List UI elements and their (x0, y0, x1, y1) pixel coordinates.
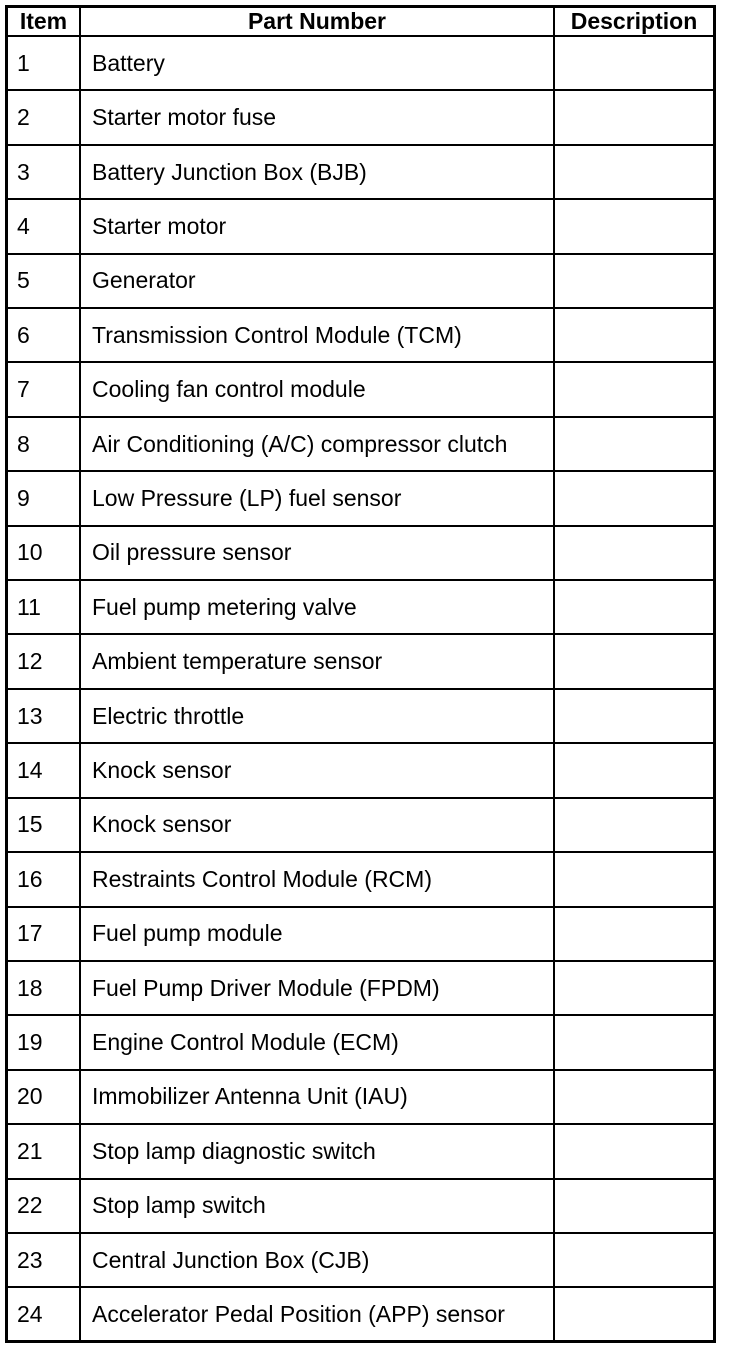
table-row (8, 199, 713, 253)
part-number-cell: Central Junction Box (CJB) (80, 1233, 554, 1287)
part-number-cell: Low Pressure (LP) fuel sensor (80, 471, 554, 525)
description-cell (554, 1124, 713, 1178)
table-row (8, 634, 713, 688)
item-number-cell: 17 (8, 907, 80, 961)
description-cell (554, 743, 713, 797)
part-number-cell: Generator (80, 254, 554, 308)
table-row (8, 1179, 713, 1233)
part-number-cell: Accelerator Pedal Position (APP) sensor (80, 1287, 554, 1340)
part-number-cell: Electric throttle (80, 689, 554, 743)
item-number-cell: 15 (8, 798, 80, 852)
description-cell (554, 1179, 713, 1233)
description-cell (554, 417, 713, 471)
part-number-cell: Fuel Pump Driver Module (FPDM) (80, 961, 554, 1015)
table-row (8, 308, 713, 362)
item-number-cell: 5 (8, 254, 80, 308)
table-row (8, 254, 713, 308)
part-number-cell: Restraints Control Module (RCM) (80, 852, 554, 906)
description-cell (554, 961, 713, 1015)
item-number-cell: 2 (8, 90, 80, 144)
item-number-cell: 12 (8, 634, 80, 688)
table-row (8, 743, 713, 797)
part-number-cell: Transmission Control Module (TCM) (80, 308, 554, 362)
table-row (8, 145, 713, 199)
column-header-description: Description (554, 8, 713, 36)
table-body (8, 36, 713, 1340)
description-cell (554, 852, 713, 906)
parts-table (8, 8, 713, 1340)
item-number-cell: 20 (8, 1070, 80, 1124)
table-row (8, 1287, 713, 1340)
table-row (8, 1015, 713, 1069)
description-cell (554, 308, 713, 362)
description-cell (554, 1233, 713, 1287)
table-row (8, 526, 713, 580)
column-header-part-number: Part Number (80, 8, 554, 36)
description-cell (554, 907, 713, 961)
table-row (8, 417, 713, 471)
description-cell (554, 90, 713, 144)
part-number-cell: Stop lamp diagnostic switch (80, 1124, 554, 1178)
description-cell (554, 798, 713, 852)
item-number-cell: 6 (8, 308, 80, 362)
part-number-cell: Cooling fan control module (80, 362, 554, 416)
part-number-cell: Knock sensor (80, 798, 554, 852)
description-cell (554, 362, 713, 416)
part-number-cell: Starter motor fuse (80, 90, 554, 144)
description-cell (554, 1287, 713, 1340)
part-number-cell: Knock sensor (80, 743, 554, 797)
table-row (8, 362, 713, 416)
description-cell (554, 145, 713, 199)
item-number-cell: 11 (8, 580, 80, 634)
item-number-cell: 7 (8, 362, 80, 416)
item-number-cell: 23 (8, 1233, 80, 1287)
item-number-cell: 13 (8, 689, 80, 743)
description-cell (554, 634, 713, 688)
item-number-cell: 16 (8, 852, 80, 906)
part-number-cell: Air Conditioning (A/C) compressor clutch (80, 417, 554, 471)
column-header-item: Item (8, 8, 80, 36)
part-number-cell: Battery Junction Box (BJB) (80, 145, 554, 199)
item-number-cell: 9 (8, 471, 80, 525)
table-row (8, 471, 713, 525)
item-number-cell: 1 (8, 36, 80, 90)
item-number-cell: 3 (8, 145, 80, 199)
part-number-cell: Stop lamp switch (80, 1179, 554, 1233)
description-cell (554, 1070, 713, 1124)
part-number-cell: Fuel pump module (80, 907, 554, 961)
part-number-cell: Engine Control Module (ECM) (80, 1015, 554, 1069)
item-number-cell: 10 (8, 526, 80, 580)
table-row (8, 1233, 713, 1287)
description-cell (554, 526, 713, 580)
table-row (8, 580, 713, 634)
part-number-cell: Ambient temperature sensor (80, 634, 554, 688)
description-cell (554, 471, 713, 525)
table-row (8, 689, 713, 743)
part-number-cell: Oil pressure sensor (80, 526, 554, 580)
item-number-cell: 19 (8, 1015, 80, 1069)
item-number-cell: 18 (8, 961, 80, 1015)
part-number-cell: Fuel pump metering valve (80, 580, 554, 634)
part-number-cell: Starter motor (80, 199, 554, 253)
description-cell (554, 36, 713, 90)
table-row (8, 1070, 713, 1124)
description-cell (554, 580, 713, 634)
item-number-cell: 14 (8, 743, 80, 797)
parts-table-frame (5, 5, 716, 1343)
table-header-row (8, 8, 713, 36)
description-cell (554, 254, 713, 308)
table-row (8, 907, 713, 961)
table-row (8, 36, 713, 90)
description-cell (554, 689, 713, 743)
table-row (8, 852, 713, 906)
item-number-cell: 4 (8, 199, 80, 253)
part-number-cell: Battery (80, 36, 554, 90)
table-row (8, 90, 713, 144)
item-number-cell: 22 (8, 1179, 80, 1233)
table-row (8, 961, 713, 1015)
item-number-cell: 24 (8, 1287, 80, 1340)
item-number-cell: 21 (8, 1124, 80, 1178)
table-row (8, 798, 713, 852)
item-number-cell: 8 (8, 417, 80, 471)
table-row (8, 1124, 713, 1178)
description-cell (554, 199, 713, 253)
description-cell (554, 1015, 713, 1069)
part-number-cell: Immobilizer Antenna Unit (IAU) (80, 1070, 554, 1124)
